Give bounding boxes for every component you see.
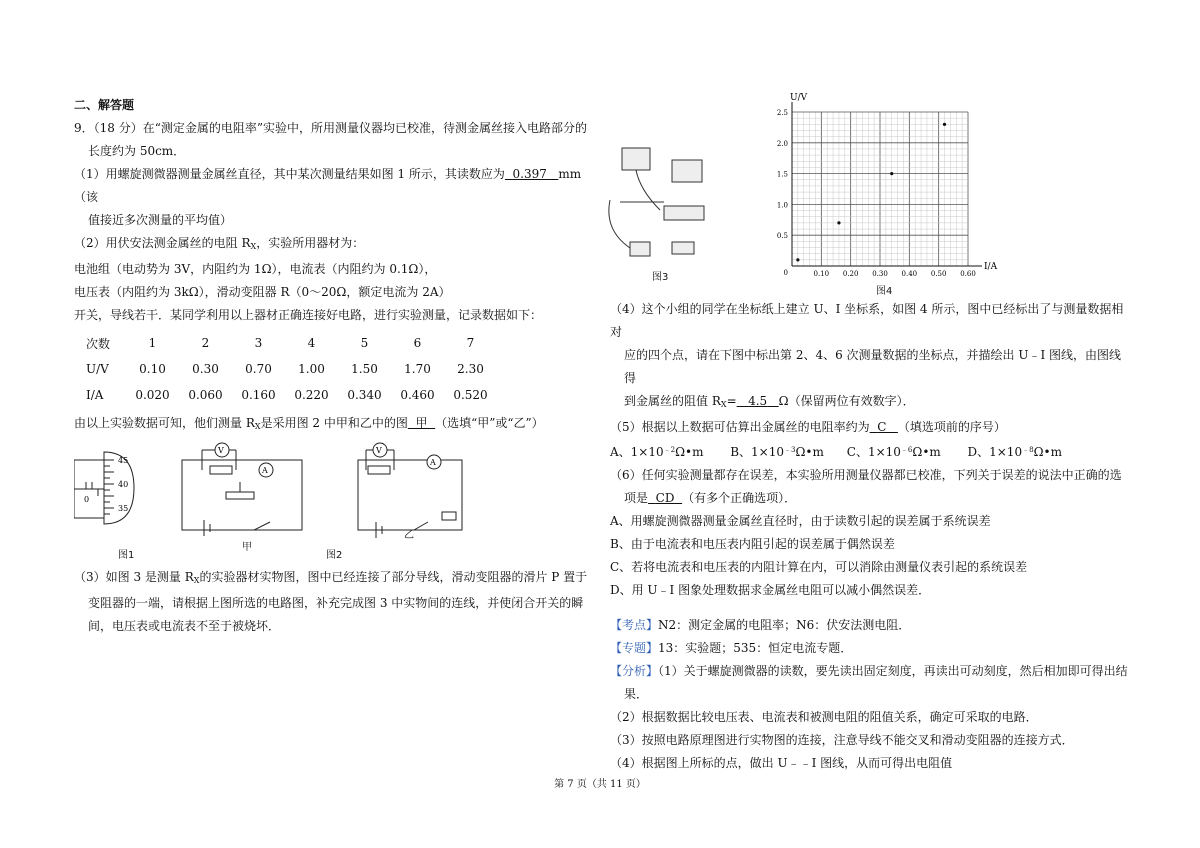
part1-unit: mm（该 bbox=[74, 167, 582, 204]
part5-answer-value: C bbox=[877, 420, 887, 434]
circuit-q-sub: X bbox=[254, 422, 261, 431]
left-column bbox=[74, 94, 594, 638]
part4-line-1: （4）这个小组的同学在坐标纸上建立 U、I 坐标系，如图 4 所示，图中已经标出了与测量数据相对 bbox=[610, 302, 1124, 339]
y-tick-label: 2.5 bbox=[776, 109, 788, 117]
part1-answer-value: 0.397 bbox=[512, 167, 547, 181]
equipment-1: 电池组（电动势为 3V，内阻约为 1Ω），电流表（内阻约为 0.1Ω）， bbox=[74, 262, 437, 276]
fig2-caption: 图2 bbox=[326, 550, 343, 561]
y-tick-label: 2.0 bbox=[776, 139, 788, 148]
fenxi bbox=[610, 660, 1130, 683]
kaodian bbox=[610, 614, 1130, 637]
circuit-diagram-jia bbox=[174, 442, 314, 542]
part3 bbox=[74, 566, 594, 592]
micrometer-tick-40: 40 bbox=[118, 480, 129, 489]
zhuanti-tag: 【专题】 bbox=[610, 641, 659, 655]
part4-eq: = bbox=[726, 394, 737, 408]
x-tick-label: 0.60 bbox=[960, 270, 976, 278]
table-row-label: 次数 bbox=[86, 336, 111, 351]
option5-A: A、$1\times 10^{﹣2}\Omega•m$ bbox=[610, 445, 704, 459]
zhuanti-text: 13：实验题；535：恒定电流专题． bbox=[658, 641, 853, 655]
equipment-2: 电压表（内阻约为 3kΩ），滑动变阻器 R（0～20Ω，额定电流为 2A） bbox=[74, 285, 451, 299]
micrometer-tick-35: 35 bbox=[118, 504, 129, 513]
micrometer-tick-0: 0 bbox=[84, 495, 90, 504]
x-tick-label: 0.20 bbox=[842, 270, 859, 278]
part2-text-b: ，实验所用器材为： bbox=[256, 236, 365, 250]
option5-D: D、$1\times 10^{﹣8}\Omega•m$ bbox=[967, 445, 1062, 459]
table-row bbox=[74, 356, 497, 382]
part3-text: （3）如图 3 是测量 R bbox=[74, 570, 194, 584]
part3-line-3: 间，电压表或电流表不至于被烧坏． bbox=[88, 619, 281, 633]
y-tick-label: 0.5 bbox=[776, 232, 788, 241]
part5-options bbox=[610, 439, 1130, 464]
x-tick-label: 0.40 bbox=[901, 270, 918, 278]
y-axis-label: U/V bbox=[790, 93, 808, 103]
ammeter-label-jia: A bbox=[262, 466, 268, 475]
kaodian-tag: 【考点】 bbox=[610, 618, 659, 632]
data-point bbox=[943, 123, 946, 126]
ui-graph bbox=[770, 92, 1010, 292]
apparatus-figure bbox=[600, 130, 750, 280]
intro-line-1: 9．（18 分）在“测定金属的电阻率”实验中，所用测量仪器均已校准，待测金属丝接入电路部分的 bbox=[74, 121, 587, 135]
table-cell: 1.50 bbox=[351, 362, 378, 376]
circuit-q-text-b: 是采用图 2 中甲和乙中的图 bbox=[260, 416, 408, 430]
equipment-3: 开关，导线若干．某同学利用以上器材正确连接好电路，进行实验测量，记录数据如下： bbox=[74, 308, 543, 322]
table-row-label: U/V bbox=[86, 362, 109, 376]
part3-sub: X bbox=[193, 576, 200, 585]
fig1-caption: 图1 bbox=[118, 550, 135, 561]
part5 bbox=[610, 416, 1130, 439]
part1-note: 值接近多次测量的平均值） bbox=[88, 213, 233, 227]
x-axis-label: I/A bbox=[984, 262, 998, 272]
fenxi-tag: 【分析】 bbox=[610, 664, 659, 678]
x-tick-label: 0.10 bbox=[813, 270, 830, 278]
part4-line-3 bbox=[610, 390, 1130, 416]
part4-text: 到金属丝的阻值 R bbox=[624, 394, 721, 408]
part4-line-2: 应的四个点，请在下图中标出第 2、4、6 次测量数据的坐标点，并描绘出 U﹣I 图线，由图线得 bbox=[624, 348, 1122, 385]
fig3-caption: 图3 bbox=[652, 272, 669, 283]
table-cell: 5 bbox=[360, 336, 369, 350]
table-cell: 0.520 bbox=[453, 388, 488, 402]
part6-answer-value: CD bbox=[655, 491, 675, 505]
table-cell: 0.10 bbox=[139, 362, 166, 376]
zhuanti bbox=[610, 637, 1130, 660]
part6-line-2 bbox=[610, 487, 1130, 510]
table-cell: 1 bbox=[148, 336, 157, 350]
table-cell: 0.020 bbox=[135, 388, 170, 402]
right-column bbox=[610, 298, 1130, 775]
part6-line-1: （6）任何实验测量都存在误差，本实验所用测量仪器都已校准，下列关于误差的说法中正确的选 bbox=[610, 468, 1122, 482]
circuit-q-answer bbox=[408, 416, 435, 430]
circuit-diagram-yi bbox=[354, 442, 474, 542]
table-cell: 2 bbox=[201, 336, 210, 350]
part5-text: （5）根据以上数据可估算出金属丝的电阻率约为 bbox=[610, 420, 870, 434]
question-intro-2: 长度约为 50cm． bbox=[88, 144, 186, 158]
table-cell: 1.70 bbox=[404, 362, 431, 376]
voltmeter-label-yi: V bbox=[376, 446, 382, 455]
y-tick-label: 1.5 bbox=[776, 170, 788, 179]
option5-C: C、$1\times 10^{﹣6}\Omega•m$ bbox=[846, 445, 941, 459]
table-cell: 0.30 bbox=[192, 362, 219, 376]
x-tick-label: 0.50 bbox=[930, 270, 947, 278]
voltmeter-label-jia: V bbox=[218, 446, 224, 455]
option6-A: A、用螺旋测微器测量金属丝直径时，由于读数引起的误差属于系统误差 bbox=[610, 514, 991, 528]
part1-text: （1）用螺旋测微器测量金属丝直径，其中某次测量结果如图 1 所示，其读数应为 bbox=[74, 167, 505, 181]
x-tick-label: 0.30 bbox=[872, 270, 888, 278]
page-footer: 第 7 页（共 11 页） bbox=[554, 779, 646, 790]
table-cell: 7 bbox=[466, 336, 475, 350]
figures-1-2 bbox=[74, 442, 594, 562]
part2 bbox=[74, 232, 594, 258]
spacer bbox=[610, 602, 1130, 614]
table-cell: 0.70 bbox=[245, 362, 272, 376]
fenxi-line-2: （2）根据数据比较电压表、电流表和被测电阻的阻值关系，确定可采取的电路． bbox=[610, 710, 1038, 724]
origin-label: 0 bbox=[783, 269, 788, 277]
table-cell: 0.220 bbox=[294, 388, 329, 402]
option6-D: D、用 U﹣I 图象处理数据求金属丝电阻可以减小偶然误差． bbox=[610, 583, 931, 597]
ammeter-label-yi: A bbox=[430, 458, 436, 467]
kaodian-text: N2：测定金属的电阻率；N6：伏安法测电阻． bbox=[658, 618, 911, 632]
data-point bbox=[796, 258, 799, 261]
part4-sub: X bbox=[720, 400, 727, 409]
fenxi-line-1b: 果． bbox=[624, 687, 649, 701]
table-cell: 6 bbox=[413, 336, 422, 350]
part3-text-b: 的实验器材实物图，图中已经连接了部分导线，滑动变阻器的滑片 P 置于 bbox=[199, 570, 588, 584]
table-cell: 0.060 bbox=[188, 388, 223, 402]
option5-B: B、$1\times 10^{﹣3}\Omega•m$ bbox=[730, 445, 824, 459]
table-cell: 1.00 bbox=[298, 362, 325, 376]
part6-text-c: （有多个正确选项）． bbox=[682, 491, 797, 505]
fig4-caption: 图4 bbox=[876, 286, 893, 297]
table-row bbox=[74, 330, 497, 356]
part4-answer bbox=[737, 394, 779, 408]
table-cell: 2.30 bbox=[457, 362, 484, 376]
data-point bbox=[890, 172, 893, 175]
table-cell: 3 bbox=[254, 336, 263, 350]
fenxi-line-4: （4）根据图上所标的点，做出 U﹣﹣I 图线，从而可得出电阻值 bbox=[610, 756, 953, 770]
part6-answer bbox=[648, 491, 682, 505]
part5-answer bbox=[870, 420, 898, 434]
micrometer-tick-45: 45 bbox=[118, 456, 129, 465]
question-intro bbox=[74, 117, 594, 140]
data-point bbox=[837, 221, 840, 224]
part3-line-2: 变阻器的一端，请根据上图所选的电路图，补充完成图 3 中实物间的连线，并使闭合开关的瞬 bbox=[88, 596, 584, 610]
part4-text-d: Ω（保留两位有效数字）． bbox=[778, 394, 915, 408]
part2-text: （2）用伏安法测金属丝的电阻 R bbox=[74, 236, 251, 250]
option6-C: C、若将电流表和电压表的内阻计算在内，可以消除由测量仪表引起的系统误差 bbox=[610, 560, 1028, 574]
part5-text-b: （填选项前的序号） bbox=[897, 420, 1006, 434]
table-row bbox=[74, 382, 497, 408]
table-cell: 0.460 bbox=[400, 388, 435, 402]
table-cell: 4 bbox=[307, 336, 316, 350]
part2-sub: X bbox=[250, 242, 257, 251]
circuit-q-text: 由以上实验数据可知，他们测量 R bbox=[74, 416, 255, 430]
y-tick-label: 1.0 bbox=[776, 201, 788, 210]
fig2-label-yi: 乙 bbox=[404, 530, 414, 541]
data-table bbox=[74, 330, 497, 408]
fig2-label-jia: 甲 bbox=[242, 542, 252, 553]
option6-B: B、由于电流表和电压表内阻引起的误差属于偶然误差 bbox=[610, 537, 895, 551]
part1-answer bbox=[505, 167, 558, 181]
part4-answer-value: 4.5 bbox=[748, 394, 768, 408]
part6-text: 项是 bbox=[624, 491, 649, 505]
circuit-question bbox=[74, 412, 594, 438]
table-row-label: I/A bbox=[86, 388, 104, 402]
micrometer-figure bbox=[74, 442, 174, 542]
circuit-q-text-c: （选填“甲”或“乙”） bbox=[435, 416, 544, 430]
fenxi-line-3: （3）按照电路原理图进行实物图的连接，注意导线不能交叉和滑动变阻器的连接方式． bbox=[610, 733, 1074, 747]
fenxi-text-1: （1）关于螺旋测微器的读数，要先读出固定刻度，再读出可动刻度，然后相加即可得出结 bbox=[658, 664, 1128, 678]
table-cell: 0.160 bbox=[241, 388, 276, 402]
section-title: 二、解答题 bbox=[74, 98, 135, 112]
circuit-q-answer-value: 甲 bbox=[415, 416, 428, 430]
part1 bbox=[74, 163, 594, 209]
table-cell: 0.340 bbox=[347, 388, 382, 402]
